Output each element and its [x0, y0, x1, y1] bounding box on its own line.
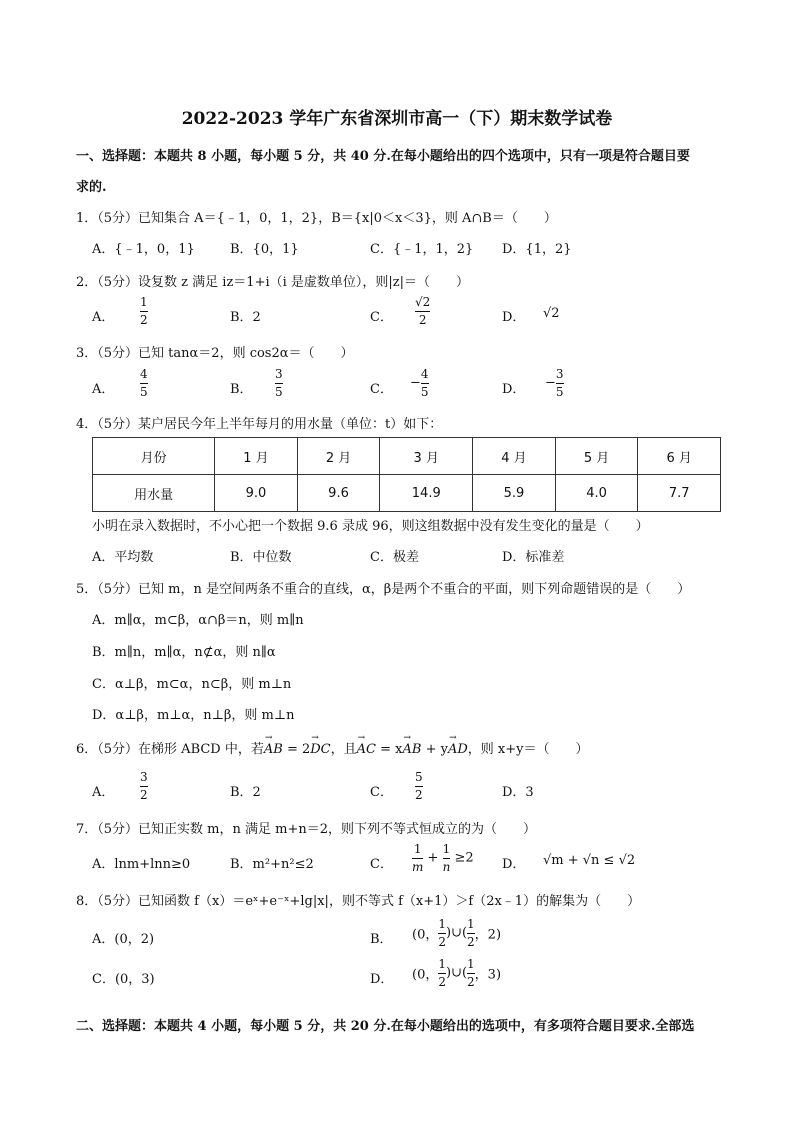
q2-option-c-label: C． [370, 310, 393, 325]
q3-option-a-label: A． [92, 382, 115, 397]
question-5-stem: 5．（5分）已知 m，n 是空间两条不重合的直线，α，β是两个不重合的平面，则下列命题错误的是（ ） [76, 582, 691, 597]
q6-stem-pre: 6．（5分）在梯形 ABCD 中，若 [76, 742, 264, 757]
q6-a-denominator: 2 [140, 787, 148, 802]
q6-option-a-fraction [140, 771, 148, 801]
table-cell: 1 月 [215, 438, 298, 475]
q7-option-c-expr [412, 843, 474, 873]
table-cell: 5.9 [473, 475, 556, 512]
table-cell: 14.9 [380, 475, 473, 512]
q2-c-numerator: √2 [415, 295, 431, 309]
q8-b-frac2-num: 1 [467, 917, 475, 931]
q6-vector-ac: → AC [357, 742, 376, 757]
q2-option-a-label: A． [92, 310, 115, 325]
q2-option-a-fraction [140, 296, 148, 326]
q2-a-numerator: 1 [140, 295, 148, 309]
q6-c-denominator: 2 [415, 787, 423, 802]
q6-option-c-fraction [415, 771, 423, 801]
q6-vector-ab: → AB [264, 742, 283, 757]
q1-option-c: C．{﹣1，1，2} [370, 242, 474, 257]
q5-option-a: A．m∥α，m⊂β，α∩β＝n，则 m∥n [92, 613, 304, 628]
table-cell: 月份 [93, 438, 215, 475]
q2-option-b: B．2 [230, 310, 261, 325]
question-4-note: 小明在录入数据时，不小心把一个数据 9.6 录成 96，则这组数据中没有发生变化的量是（ ） [92, 519, 649, 534]
q8-b-post: ，2) [474, 927, 502, 943]
q6-a-numerator: 3 [140, 770, 148, 784]
q8-d-frac1-num: 1 [438, 957, 446, 971]
question-2-stem: 2．（5分）设复数 z 满足 iz＝1+i（i 是虚数单位），则|z|＝（ ） [76, 275, 470, 290]
q8-b-pre: (0， [412, 927, 439, 943]
section-1-heading-cont: 求的. [76, 180, 107, 195]
q1-option-b: B．{0，1} [230, 242, 299, 257]
q7-c-tail: ≥2 [454, 850, 474, 866]
q8-option-b-expr [412, 918, 501, 948]
q3-b-denominator: 5 [275, 384, 283, 399]
q5-option-d: D．α⊥β，m⊥α，n⊥β，则 m⊥n [92, 708, 295, 723]
q8-d-mid: )∪( [445, 965, 468, 981]
question-8-stem: 8．（5分）已知函数 f（x）＝eˣ+e⁻ˣ+lg|x|，则不等式 f（x+1）＞f（2x﹣1）的解集为（ ） [76, 894, 641, 909]
q7-option-c-label: C． [370, 857, 393, 872]
q8-option-a: A．(0，2) [92, 932, 155, 947]
q3-a-numerator: 4 [140, 367, 148, 381]
q3-c-sign: − [410, 375, 421, 391]
q2-option-d-value: √2 [543, 306, 560, 321]
table-cell: 3 月 [380, 438, 473, 475]
q8-d-frac1-den: 2 [438, 974, 446, 989]
q7-option-d-label: D． [502, 857, 526, 872]
q8-d-frac2-den: 2 [467, 974, 475, 989]
question-1-stem: 1．（5分）已知集合 A＝{﹣1，0，1，2}，B＝{x|0＜x＜3}，则 A∩B＝（ ） [76, 211, 557, 226]
table-cell: 9.6 [297, 475, 380, 512]
q7-c-num1: 1 [413, 842, 422, 856]
q3-option-a-fraction [140, 368, 148, 398]
q3-option-d-fraction [545, 368, 564, 398]
table-cell: 用水量 [93, 475, 215, 512]
question-4-stem: 4．（5分）某户居民今年上半年每月的用水量（单位：t）如下： [76, 417, 443, 432]
q6-eq1: = 2 [282, 742, 311, 757]
question-3-stem: 3．（5分）已知 tanα＝2，则 cos2α＝（ ） [76, 346, 354, 361]
q8-option-b-label: B． [370, 932, 393, 947]
q6-stem-post: ，则 x+y＝（ ） [467, 742, 589, 757]
q1-option-a: A．{﹣1，0，1} [92, 242, 195, 257]
table-cell: 7.7 [638, 475, 721, 512]
q1-option-d: D．{1，2} [502, 242, 572, 257]
q2-c-denominator: 2 [418, 312, 427, 327]
table-cell: 2 月 [297, 438, 380, 475]
q3-c-denominator: 5 [420, 384, 429, 399]
q6-eq2: = x [375, 742, 403, 757]
q7-option-a: A．lnm+lnn≥0 [92, 857, 191, 872]
q3-option-c-label: C． [370, 382, 393, 397]
q8-d-frac2-num: 1 [467, 957, 475, 971]
q8-b-frac2-den: 2 [467, 934, 475, 949]
table-header-row [93, 438, 721, 475]
question-6-stem [76, 738, 588, 757]
q8-option-c: C．(0，3) [92, 972, 155, 987]
q8-d-pre: (0， [412, 967, 439, 983]
q8-b-frac1-den: 2 [438, 934, 446, 949]
q3-option-d-label: D． [502, 382, 526, 397]
q6-option-d: D．3 [502, 785, 534, 800]
table-cell: 9.0 [215, 475, 298, 512]
table-cell: 6 月 [638, 438, 721, 475]
q6-vector-ab-2: → AB [402, 742, 421, 757]
q8-b-frac1-num: 1 [438, 917, 446, 931]
question-7-stem: 7．（5分）已知正实数 m，n 满足 m+n＝2，则下列不等式恒成立的为（ ） [76, 822, 537, 837]
q6-option-c-label: C． [370, 785, 393, 800]
q4-option-b: B．中位数 [230, 550, 292, 565]
q7-c-den1: m [412, 859, 424, 874]
q8-option-d-label: D． [370, 972, 394, 987]
q3-option-b-label: B． [230, 382, 253, 397]
q7-c-den2: n [442, 859, 451, 874]
q7-option-b: B．m²+n²≤2 [230, 857, 314, 872]
q5-option-c: C．α⊥β，m⊂α，n⊂β，则 m⊥n [92, 677, 292, 692]
q6-mid: ，且 [330, 742, 357, 757]
q7-option-d-expr: √m + √n ≤ √2 [543, 853, 636, 868]
q3-option-c-fraction [410, 368, 429, 398]
table-row [93, 475, 721, 512]
q6-vector-dc: → DC [310, 742, 330, 757]
q3-c-numerator: 4 [420, 367, 429, 381]
page-title: 2022-2023 学年广东省深圳市高一（下）期末数学试卷 [181, 109, 613, 129]
q2-a-denominator: 2 [140, 312, 148, 327]
q4-option-a: A．平均数 [92, 550, 154, 565]
q8-option-d-expr [412, 958, 501, 988]
section-2-heading: 二、选择题：本题共 4 小题，每小题 5 分，共 20 分.在每小题给出的选项中，有多项符合题目要求.全部选 [76, 1019, 695, 1034]
q4-option-c: C．极差 [370, 550, 419, 565]
q7-c-plus: + [427, 850, 439, 866]
q8-d-post: ，3) [474, 967, 502, 983]
section-1-heading: 一、选择题：本题共 8 小题，每小题 5 分，共 40 分.在每小题给出的四个选项中，只有一项是符合题目要 [76, 149, 690, 164]
q5-option-b: B．m∥n，m∥α，n⊄α，则 n∥α [92, 645, 276, 660]
q6-option-a-label: A． [92, 785, 115, 800]
q2-option-c-fraction [415, 296, 430, 326]
table-cell: 4 月 [473, 438, 556, 475]
q6-c-numerator: 5 [415, 770, 423, 784]
q7-c-num2: 1 [442, 842, 451, 856]
q3-d-denominator: 5 [555, 384, 564, 399]
q8-b-mid: )∪( [445, 925, 468, 941]
q3-b-numerator: 3 [275, 367, 283, 381]
q6-vector-ad: → AD [448, 742, 468, 757]
q6-plus: + y [421, 742, 448, 757]
q2-option-d-label: D． [502, 310, 526, 325]
q3-option-b-fraction [275, 368, 283, 398]
q3-d-sign: − [545, 375, 556, 391]
q3-a-denominator: 5 [140, 384, 148, 399]
q4-option-d: D．标准差 [502, 550, 565, 565]
q6-option-b: B．2 [230, 785, 261, 800]
table-cell: 4.0 [555, 475, 638, 512]
table-cell: 5 月 [555, 438, 638, 475]
water-usage-table [92, 437, 721, 512]
q3-d-numerator: 3 [555, 367, 564, 381]
